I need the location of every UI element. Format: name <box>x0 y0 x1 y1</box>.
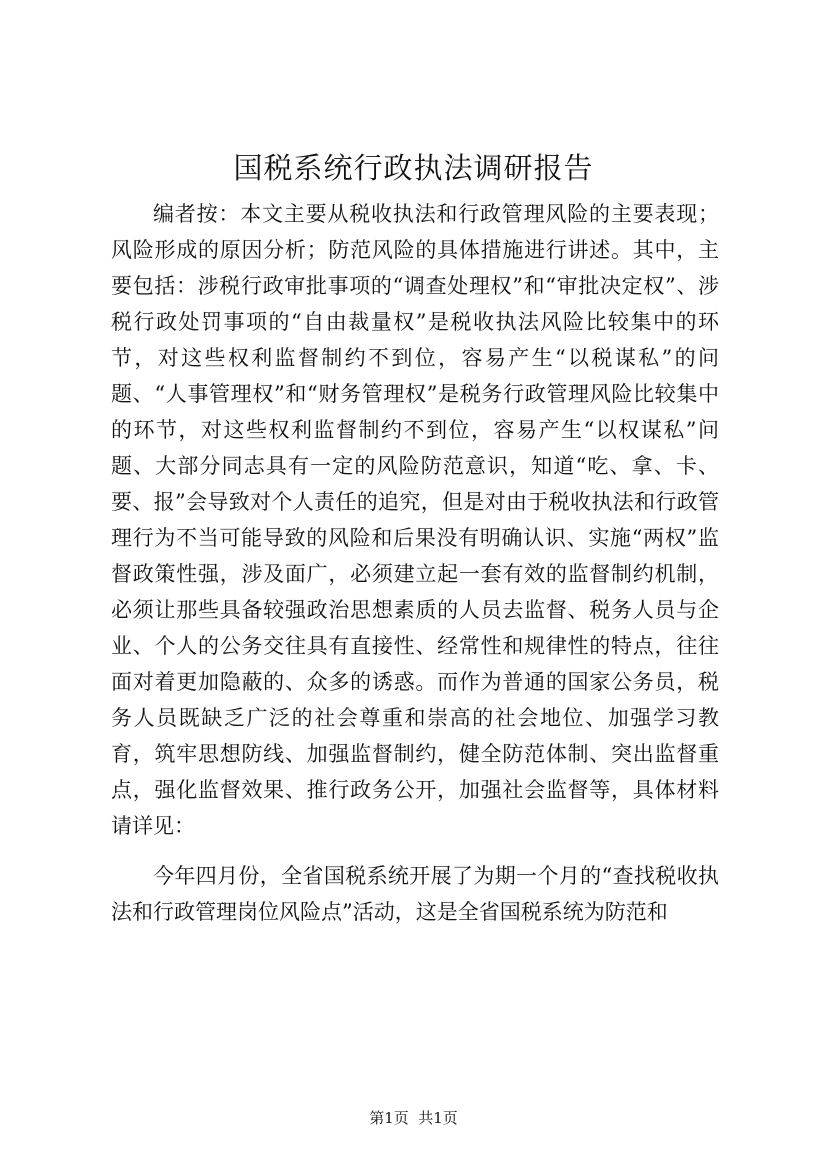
page-number-footer: 第1页 共1页 <box>369 1109 458 1127</box>
body-paragraph: 今年四月份，全省国税系统开展了为期一个月的“查找税收执法和行政管理岗位风险点”活动，这是全省国税系统为防范和 <box>111 864 719 924</box>
document-title: 国税系统行政执法调研报告 <box>233 151 594 185</box>
document-body <box>111 196 719 930</box>
editor-note-paragraph: 编者按：本文主要从税收执法和行政管理风险的主要表现；风险形成的原因分析；防范风险的具体措施进行讲述。其中，主要包括：涉税行政审批事项的“调查处理权”和“审批决定权”、涉税行政处罚事项的“自由裁量权”是税收执法风险比较集中的环节，对这些权利监督制约不到位，容易产生“以税谋私”的问题、“人事管理权”和“财务管理权”是税务行政管理风险比较集中的环节，对这些权利监督制约不到位，容易产生“以权谋私”问题、大部分同志具有一定的风险防范意识，知道“吃、拿、卡、要、报”会导致对个人责任的追究，但是对由于税收执法和行政管理行为不当可能导致的风险和后果没有明确认识、实施“两权”监督政策性强，涉及面广，必须建立起一套有效的监督制约机制，必须让那些具备较强政治思想素质的人员去监督、税务人员与企业、个人的公务交往具有直接性、经常性和规律性的特点，往往面对着更加隐蔽的、众多的诱惑。而作为普通的国家公务员，税务人员既缺乏广泛的社会尊重和崇高的社会地位、加强学习教育，筑牢思想防线、加强监督制约，健全防范体制、突出监督重点，强化监督效果、推行政务公开，加强社会监督等，具体材料请详见： <box>111 202 719 838</box>
